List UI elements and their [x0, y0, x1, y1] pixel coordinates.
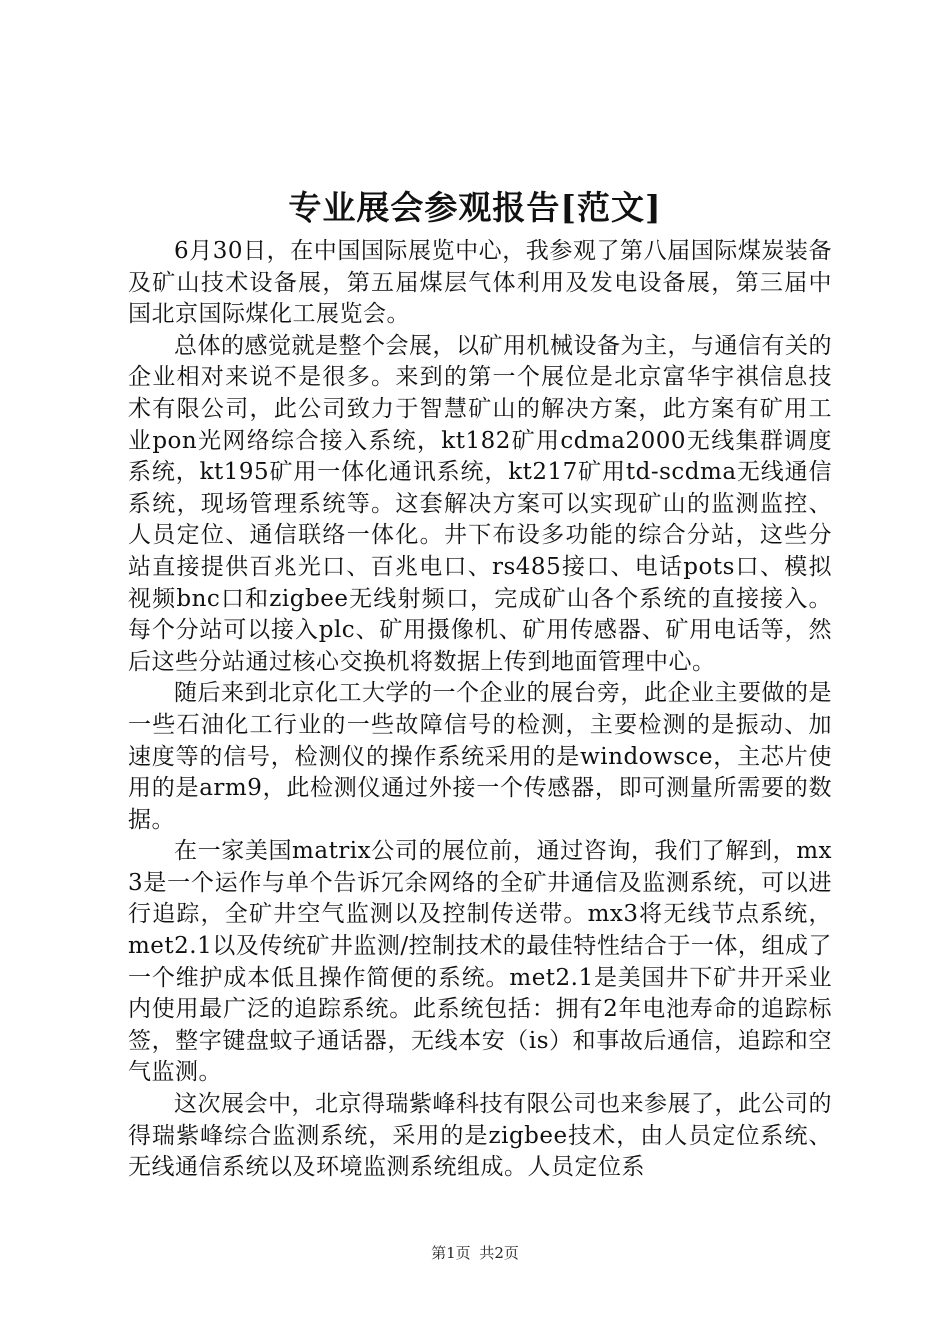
paragraph-1: 6月30日，在中国国际展览中心，我参观了第八届国际煤炭装备及矿山技术设备展，第五届煤层气体利用及发电设备展，第三届中国北京国际煤化工展览会。: [128, 238, 832, 328]
paragraph-4: 在一家美国matrix公司的展位前，通过咨询，我们了解到，mx3是一个运作与单个告诉冗余网络的全矿井通信及监测系统，可以进行追踪，全矿井空气监测以及控制传送带。mx3将无线节点系统，met2.1以及传统矿井监测/控制技术的最佳特性结合于一体，组成了一个维护成本低且操作简便的系统。met2.1是美国井下矿井开采业内使用最广泛的追踪系统。此系统包括：拥有2年电池寿命的追踪标签，整字键盘蚊子通话器，无线本安（is）和事故后通信，追踪和空气监测。: [128, 838, 832, 1086]
page-total: 共2页: [479, 1244, 519, 1262]
page-number: 第1页: [431, 1244, 471, 1262]
document-body: [128, 236, 832, 1184]
paragraph-3: 随后来到北京化工大学的一个企业的展台旁，此企业主要做的是一些石油化工行业的一些故障信号的检测，主要检测的是振动、加速度等的信号，检测仪的操作系统采用的是windowsce，主芯片使用的是arm9，此检测仪通过外接一个传感器，即可测量所需要的数据。: [128, 680, 832, 833]
document-title: 专业展会参观报告[范文]: [288, 188, 662, 227]
page-footer: [0, 1243, 950, 1263]
paragraph-2: 总体的感觉就是整个会展，以矿用机械设备为主，与通信有关的企业相对来说不是很多。来到的第一个展位是北京富华宇祺信息技术有限公司，此公司致力于智慧矿山的解决方案，此方案有矿用工业pon光网络综合接入系统，kt182矿用cdma2000无线集群调度系统，kt195矿用一体化通讯系统，kt217矿用td-scdma无线通信系统，现场管理系统等。这套解决方案可以实现矿山的监测监控、人员定位、通信联络一体化。井下布设多功能的综合分站，这些分站直接提供百兆光口、百兆电口、rs485接口、电话pots口、模拟视频bnc口和zigbee无线射频口，完成矿山各个系统的直接接入。每个分站可以接入plc、矿用摄像机、矿用传感器、矿用电话等，然后这些分站通过核心交换机将数据上传到地面管理中心。: [128, 332, 832, 675]
paragraph-5: 这次展会中，北京得瑞紫峰科技有限公司也来参展了，此公司的得瑞紫峰综合监测系统，采用的是zigbee技术，由人员定位系统、无线通信系统以及环境监测系统组成。人员定位系: [128, 1091, 832, 1181]
